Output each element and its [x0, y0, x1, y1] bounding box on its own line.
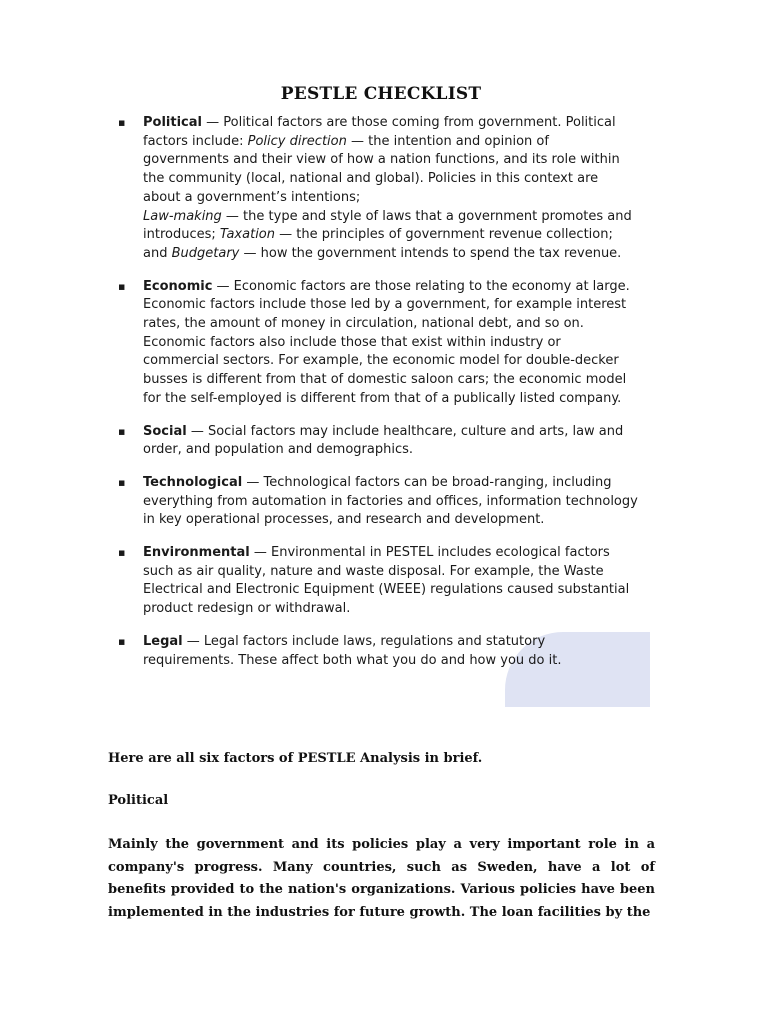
bullet-icon: ▪: [118, 634, 126, 648]
checklist-item-text: — Legal factors include laws, regulations and statutory requirements. These affect both what you do and how you do it.: [143, 633, 562, 668]
intro-sentence: Here are all six factors of PESTLE Analysis in brief.: [108, 751, 483, 766]
bullet-icon: ▪: [118, 475, 126, 489]
checklist-item-label: Social: [143, 423, 187, 439]
checklist-item-text: — Technological factors can be broad-ranging, including everything from automation in factories and offices, information technology in key operational processes, and research and development.: [143, 474, 638, 528]
section-heading: Political: [108, 793, 169, 808]
checklist-item-technological: [118, 474, 638, 530]
bullet-icon: ▪: [118, 424, 126, 438]
checklist-item-economic: [118, 278, 638, 409]
checklist-item-text: — the principles of government revenue collection; and: [143, 227, 613, 261]
checklist-item-text: — Economic factors are those relating to the economy at large. Economic factors include those led by a government, for example interest rates, the amount of money in circulation, national debt, and so on. Economic factors also include those that exist within industry or commercial sectors. For example, the economic model for double-decker busses is different from that of domestic saloon cars; the economic model for the self-employed is different from that of a publically listed company.: [143, 278, 630, 406]
checklist-item-environmental: [118, 544, 638, 619]
checklist-item-text: — the type and style of laws that a government promotes and introduces;: [143, 208, 632, 243]
checklist-item-label: Technological: [143, 474, 243, 490]
pestle-checklist: [118, 114, 638, 684]
checklist-item-text: — how the government intends to spend the tax revenue.: [239, 245, 622, 261]
checklist-item-text: — the intention and opinion of governments and their view of how a nation functions, and its role within the community (local, national and global). Policies in this context are about a government’s intentions;: [143, 133, 620, 205]
checklist-item-term: Law-making: [143, 208, 222, 224]
checklist-item-political: [118, 114, 638, 264]
checklist-item-text: — Environmental in PESTEL includes ecological factors such as air quality, nature and waste disposal. For example, the Waste Electrical and Electronic Equipment (WEEE) regulations caused substantial product redesign or withdrawal.: [143, 545, 630, 617]
checklist-item-label: Environmental: [143, 545, 250, 561]
checklist-item-text: — Social factors may include healthcare, culture and arts, law and order, and population and demographics.: [143, 423, 624, 458]
bullet-icon: ▪: [118, 116, 126, 129]
checklist-item-term: Budgetary: [171, 245, 240, 261]
checklist-item-term: Taxation: [219, 227, 275, 243]
page-title: PESTLE CHECKLIST: [280, 84, 482, 104]
body-paragraph: Mainly the government and its policies play a very important role in a company's progress. Many countries, such as Sweden, have a lot of benefits provided to the nation's organizations. Various policies have been implemented in the industries for future growth. The loan facilities by the: [108, 837, 655, 920]
checklist-item-social: [118, 423, 638, 460]
bullet-icon: ▪: [118, 279, 126, 293]
checklist-item-text: — Political factors are those coming from government. Political factors include:: [143, 115, 616, 149]
bullet-icon: ▪: [118, 546, 126, 560]
checklist-item-term: Policy direction: [247, 133, 347, 149]
checklist-item-label: Economic: [143, 278, 213, 294]
checklist-item-label: Legal: [143, 633, 183, 649]
checklist-item-label: Political: [143, 115, 202, 130]
checklist-item-legal: [118, 633, 638, 670]
